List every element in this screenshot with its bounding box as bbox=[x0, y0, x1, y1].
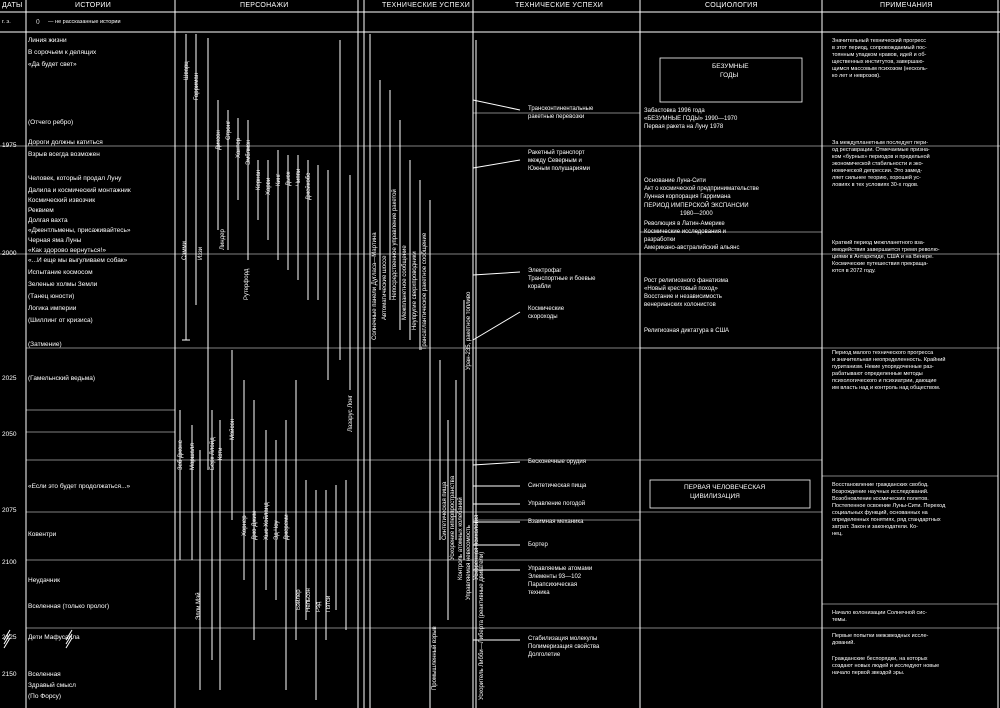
story: Космический извозчик bbox=[28, 197, 96, 204]
year-1975: 1975 bbox=[2, 142, 17, 149]
story: «Джентльмены, присаживайтесь» bbox=[28, 227, 131, 234]
character-label: Хорнер bbox=[242, 515, 248, 536]
character-label: Нельсон bbox=[306, 588, 312, 612]
story: Вселенная (только пролог) bbox=[28, 603, 110, 610]
note: Период малого технического прогресса и значительная неопределенность. Крайний пуританизм. Некие упорядоченные раз- рабатывают определенные методы психологического и психиатрии, дающие им власть над и контроль над обществом. bbox=[832, 350, 946, 391]
tech-label: Непосредственное управление ракетой bbox=[392, 189, 398, 300]
tech2-item: корабли bbox=[528, 284, 551, 290]
story: Реквием bbox=[28, 207, 54, 214]
character-label: Стронг bbox=[226, 120, 232, 140]
tech2-item: Стабилизация молекулы bbox=[528, 636, 598, 642]
tech-label: Трансатлантическое ракетное сообщение bbox=[422, 232, 428, 350]
story: Долгая вахта bbox=[28, 217, 68, 224]
year-2075: 2075 bbox=[2, 507, 17, 514]
story: (Отчего ребро) bbox=[28, 119, 74, 126]
subheader-legend: — не рассказанные истории bbox=[48, 19, 121, 25]
tech-label: Контроль атомных колебаний bbox=[458, 497, 464, 580]
character-label: Гарриман bbox=[194, 72, 200, 100]
character-label: Линдер bbox=[220, 229, 226, 250]
story: Испытание космосом bbox=[28, 269, 93, 276]
tech-label: Ускоритель Либби—Либерта (реактивные двигатели) bbox=[479, 551, 485, 700]
tech2-item: Взаимная механика bbox=[528, 519, 584, 525]
sociology-item: Космические исследования и bbox=[644, 229, 727, 235]
note: Краткий период межпланетного вза- имодействия завершается тремя револю- циями в Антарктиде, США и на Венере. Космические путешествия прекраща- ются в 2072 году. bbox=[832, 240, 940, 274]
tech2-item: Полимеризация свойства bbox=[528, 644, 600, 650]
sociology-box-title: ПЕРВАЯ ЧЕЛОВЕЧЕСКАЯ bbox=[684, 484, 766, 491]
story: Зеленые холмы Земли bbox=[28, 281, 98, 288]
tech2-item: Космические bbox=[528, 306, 565, 312]
year-2100: 2100 bbox=[2, 559, 17, 566]
story: «Если это будет продолжаться...» bbox=[28, 483, 131, 490]
character-label: Элли Мэй bbox=[196, 592, 202, 620]
character-label: Дьюк bbox=[286, 171, 292, 186]
story: Ковентри bbox=[28, 531, 57, 538]
tech-label: Автоматические шоссе bbox=[382, 255, 388, 320]
tech-label: Ускорение гиперпространства bbox=[450, 475, 456, 560]
sociology-item: Акт о космической предпринимательстве bbox=[644, 186, 760, 192]
story: Далила и космический монтажник bbox=[28, 187, 131, 194]
header-tech: ТЕХНИЧЕСКИЕ УСПЕХИ bbox=[382, 2, 471, 9]
tech-label: Ускоренная психология bbox=[474, 514, 480, 580]
character-label: Зеб Джонс bbox=[178, 440, 184, 470]
subheader-bc: г. э. bbox=[2, 19, 11, 25]
tech2-item: Парапсихическая bbox=[528, 582, 578, 588]
tech-label: Солнечные панели Дугласа—Мартина bbox=[372, 232, 378, 340]
year-2125: 2125 bbox=[2, 634, 17, 641]
character-label: Джереми bbox=[284, 514, 290, 540]
character-label: Чиппи bbox=[296, 168, 302, 186]
character-label: Диксон bbox=[216, 130, 222, 150]
note: Восстановление гражданских свобод. Возрождение научных исследований. Возобновление космических полетов. Постепенное освоение Луны-Сити. Переход социальных функций, основанных на определенных понятиях, ряд стандартных затрат. Закон и законодатели. Ко- нец. bbox=[832, 482, 946, 537]
tech2-item: Управляемые атомами bbox=[528, 566, 593, 572]
character-label: Пэтси bbox=[326, 595, 332, 612]
sociology-item: ПЕРИОД ИМПЕРСКОЙ ЭКСПАНСИИ bbox=[644, 203, 749, 209]
sociology-item: Религиозная диктатура в США bbox=[644, 328, 730, 334]
character-label: Харви bbox=[266, 177, 272, 195]
character-label: Хантер bbox=[236, 137, 242, 158]
story: Человек, который продал Луну bbox=[28, 175, 122, 182]
sociology-item: «Новый крестовый поход» bbox=[644, 286, 718, 292]
story: «Да будет свет» bbox=[28, 61, 77, 68]
header-tech2: ТЕХНИЧЕСКИЕ УСПЕХИ bbox=[515, 2, 604, 9]
tech2-item: Транспортные и боевые bbox=[528, 276, 596, 282]
sociology-item: Американо-австралийский альянс bbox=[644, 245, 740, 251]
character-label: Эмблмэн bbox=[246, 139, 252, 165]
story: Черная яма Луны bbox=[28, 237, 82, 244]
character-label: Джо-Джим bbox=[252, 511, 258, 540]
story: Взрыв всегда возможен bbox=[28, 151, 100, 158]
note: Начало колонизации Солнечной сис- темы. bbox=[832, 610, 927, 623]
tech2-item: Элементы 93—102 bbox=[528, 574, 582, 580]
tech2-item: между Северным и bbox=[528, 158, 582, 164]
tech2-item: Электрофаг bbox=[528, 268, 562, 274]
year-2150: 2150 bbox=[2, 671, 17, 678]
character-label: Кинг bbox=[276, 173, 282, 186]
story: Неудачник bbox=[28, 577, 60, 584]
character-label: Лазарус Лонг bbox=[348, 395, 354, 432]
character-label: Хью Хойланд bbox=[264, 502, 270, 540]
tech2-item: Южным полушариями bbox=[528, 166, 591, 172]
character-label: Берк Ллойд bbox=[210, 437, 216, 470]
story: (Гамельнский ведьма) bbox=[28, 375, 96, 382]
year-2025: 2025 bbox=[2, 375, 17, 382]
story: Вселенная bbox=[28, 671, 61, 678]
tech2-item: Долголетие bbox=[528, 652, 561, 658]
story: «...И еще мы выгуливаем собак» bbox=[28, 257, 128, 264]
sociology-item: Революция в Латин-Америке bbox=[644, 221, 725, 227]
tech-label: Промышленный взрыв bbox=[432, 626, 438, 690]
sociology-item: 1980—2000 bbox=[680, 211, 713, 217]
character-label: Мэйсон bbox=[230, 418, 236, 440]
sociology-item: Восстание и независимость bbox=[644, 294, 722, 300]
note: Первые попытки межзвездных иссле- дований. bbox=[832, 633, 929, 646]
sociology-item: венерианских колонистов bbox=[644, 302, 716, 308]
tech2-item: Трансконтинентальные bbox=[528, 106, 594, 112]
character-label: Сэмми bbox=[182, 241, 188, 260]
story: (Шиллинг от кризиса) bbox=[28, 317, 93, 324]
note: Значительный технический прогресс в этот период, сопровождаемый пос- тоянным упадком нравов, идей и об- щественных институтов, завершаю- щимся массовым психозом (несколь- ко лет и неврозов). bbox=[832, 38, 928, 79]
header-characters: ПЕРСОНАЖИ bbox=[240, 2, 289, 9]
note: Гражданские беспорядки, на которых создают новых людей и исследуют новые начало первой звездой эры. bbox=[832, 656, 940, 676]
story: (Танец юности) bbox=[28, 293, 75, 300]
character-label: Рэд bbox=[316, 601, 322, 612]
character-label: Кернан bbox=[256, 169, 262, 190]
tech2-item: Управление погодой bbox=[528, 501, 586, 507]
story: Линия жизни bbox=[28, 37, 67, 44]
character-label: Маршалл bbox=[190, 443, 196, 470]
character-label: Кэти bbox=[218, 447, 224, 460]
tech-label: Межпланетное сообщение bbox=[402, 245, 408, 320]
header-notes: ПРИМЕЧАНИЯ bbox=[880, 2, 933, 9]
sociology-item: Забастовка 1996 года bbox=[644, 108, 705, 114]
sociology-item: «БЕЗУМНЫЕ ГОДЫ» 1990—1970 bbox=[644, 116, 738, 122]
tech-label: Уран-235, ракетное топливо bbox=[466, 291, 472, 370]
tech2-item: ракетные перевозки bbox=[528, 114, 585, 120]
tech-label: Управляемая невесомость bbox=[466, 525, 472, 600]
story: Дети Мафусаила bbox=[28, 634, 80, 641]
header-stories: ИСТОРИИ bbox=[75, 2, 112, 9]
character-label: Иззи bbox=[198, 246, 204, 260]
story: В сорочьем к делящих bbox=[28, 49, 97, 56]
tech2-item: Бортер bbox=[528, 542, 548, 548]
story: Здравый смысл bbox=[28, 682, 76, 689]
character-label: Джейкобс bbox=[306, 172, 312, 200]
header-dates: ДАТЫ bbox=[2, 2, 23, 9]
character-label: Шварц bbox=[184, 61, 190, 80]
character-label: Рутерфорд bbox=[244, 268, 250, 300]
year-2000: 2000 bbox=[2, 250, 17, 257]
tech2-item: Бесконечные орудия bbox=[528, 459, 587, 465]
sociology-box-subtitle: ЦИВИЛИЗАЦИЯ bbox=[690, 493, 740, 500]
character-label: Бэйлер bbox=[296, 589, 302, 610]
sociology-item: разработки bbox=[644, 237, 676, 243]
story: Дороги должны катиться bbox=[28, 139, 103, 146]
note: За междупланетным последует пери- од реставрации. Отмечаемые призна- ком «бурных» периодов и предельной экономической стабильности и эко- номической депрессии. Это замед- ляет сильнее теорию, хорошей ус- ловиях в тех условиях 30-х годов. bbox=[832, 140, 930, 188]
story: (По Форсу) bbox=[28, 693, 62, 700]
sociology-box-title: БЕЗУМНЫЕ bbox=[712, 63, 749, 70]
sociology-item: Первая ракета на Луну 1978 bbox=[644, 124, 724, 130]
tech2-item: Ракетный транспорт bbox=[528, 150, 585, 156]
subheader-circle: () bbox=[36, 19, 40, 25]
tech-label: Неупругие сверхпроводники bbox=[412, 251, 418, 330]
story: (Затмение) bbox=[28, 341, 62, 348]
character-label: Эд Чоу bbox=[274, 520, 280, 540]
sociology-item: Рост религиозного фанатизма bbox=[644, 278, 729, 284]
story: Логика империи bbox=[28, 305, 77, 312]
tech2-item: скороходы bbox=[528, 314, 558, 320]
tech-label: Синтетическая пища bbox=[442, 481, 448, 540]
tech2-item: Синтетическая пища bbox=[528, 483, 587, 489]
year-2050: 2050 bbox=[2, 431, 17, 438]
header-sociology: СОЦИОЛОГИЯ bbox=[705, 2, 758, 9]
sociology-item: Основание Луна-Сити bbox=[644, 178, 706, 184]
story: «Как здорово вернуться!» bbox=[28, 247, 106, 254]
sociology-box-subtitle: ГОДЫ bbox=[720, 72, 739, 79]
tech2-item: техника bbox=[528, 590, 550, 596]
sociology-item: Лунная корпорация Гарримана bbox=[644, 194, 731, 200]
